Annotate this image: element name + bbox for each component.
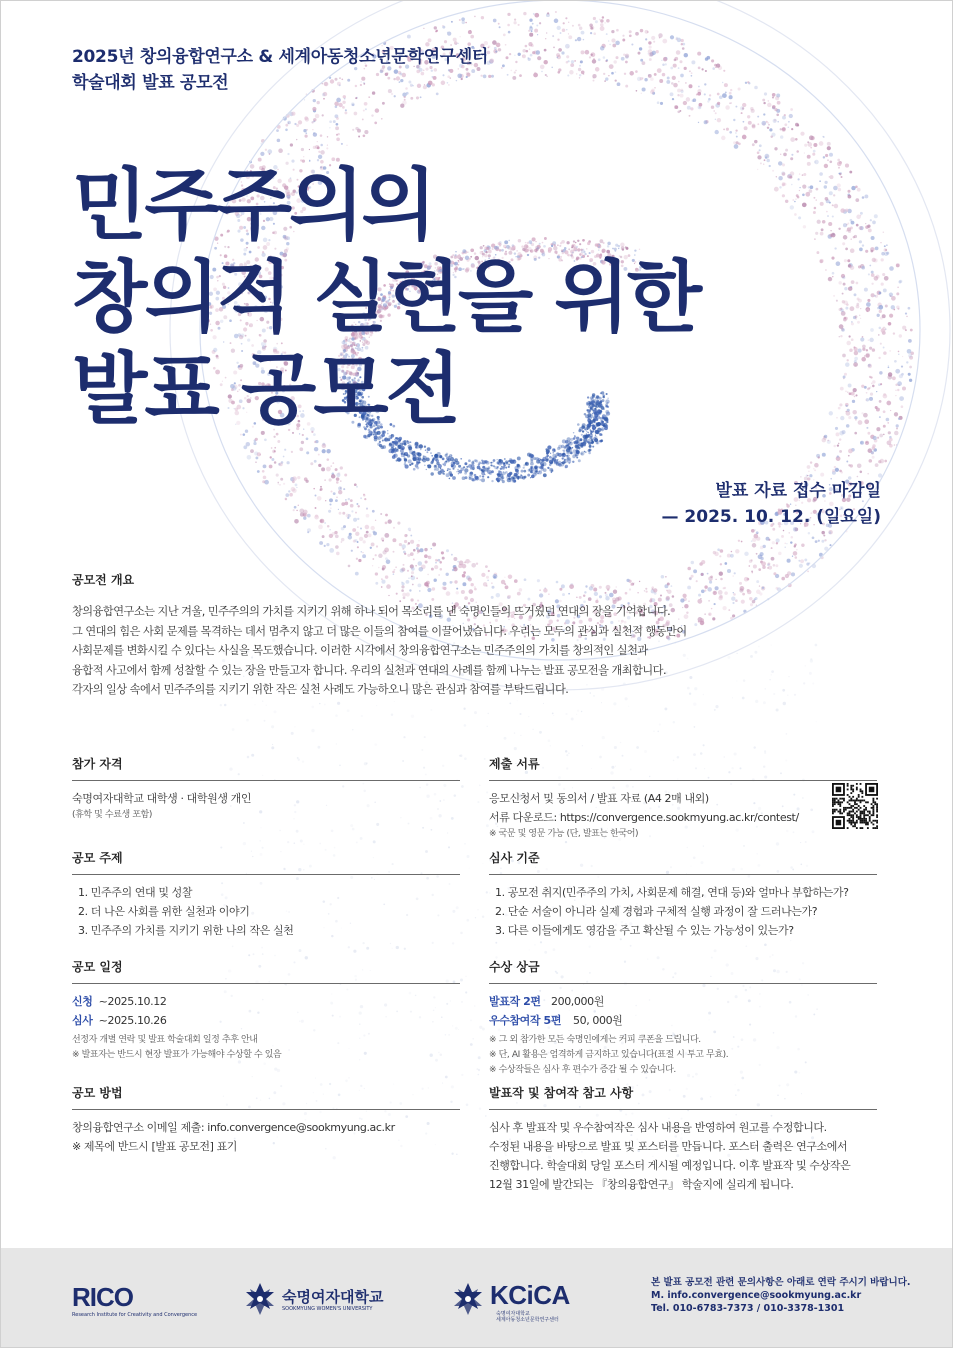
footer (0, 1248, 953, 1348)
deadline-label: 발표 자료 접수 마감일 (715, 481, 881, 501)
prize-amount: 200,000원 (551, 995, 604, 1008)
kcica-logo-name: KCiCA (490, 1280, 570, 1310)
overview-heading: 공모전 개요 (72, 573, 135, 587)
schedule-review-date: ~2025.10.26 (98, 1014, 167, 1027)
topics-section (72, 849, 460, 940)
criteria-heading: 심사 기준 (489, 849, 877, 875)
contact-info (651, 1276, 911, 1315)
eligibility-section (72, 755, 460, 823)
main-title (72, 160, 699, 436)
kcica-emblem-icon (452, 1282, 484, 1316)
prizes-section (489, 958, 877, 1078)
topics-heading: 공모 주제 (72, 849, 460, 875)
reference-section (489, 1084, 877, 1194)
rico-logo: RICO (72, 1282, 133, 1312)
schedule-note: 선정자 개별 연락 및 발표 학술대회 일정 추후 안내 (72, 1035, 258, 1045)
method-email: 창의융합연구소 이메일 제출: info.convergence@sookmyung.ac.kr (72, 1121, 395, 1134)
deadline-block (662, 478, 881, 530)
overview-line: 창의융합연구소는 지난 겨울, 민주주의의 가치를 지키기 위해 하나 되어 목소리를 낸 숙명인들의 뜨거웠던 연대의 장을 기억합니다. (72, 605, 671, 618)
prize-note: ※ 단, AI 활용은 엄격하게 금지하고 있습니다(표절 시 투고 무효). (489, 1050, 729, 1060)
rico-logo-subtitle: Research Institute for Creativity and Convergence (72, 1312, 198, 1318)
kcica-subtitle-line: 숙명여자대학교 (496, 1311, 530, 1317)
prize-note: ※ 수상작들은 심사 후 편수가 증감 될 수 있습니다. (489, 1065, 676, 1075)
topic-item: 1. 민주주의 연대 및 성찰 (78, 886, 193, 899)
prize-note: ※ 그 외 참가한 모든 숙명인에게는 커피 쿠폰을 드립니다. (489, 1035, 701, 1045)
criteria-item: 3. 다른 이들에게도 영감을 주고 확산될 수 있는 가능성이 있는가? (495, 924, 794, 937)
prizes-heading: 수상 상금 (489, 958, 877, 984)
sookmyung-logo-korean: 숙명여자대학교 (282, 1288, 384, 1306)
reference-line: 진행합니다. 학술대회 당일 포스터 게시될 예정입니다. 이후 발표작 및 수상작은 (489, 1159, 851, 1172)
qr-code[interactable] (832, 783, 878, 829)
reference-line: 12월 31일에 발간되는 『창의융합연구』 학술지에 실리게 됩니다. (489, 1178, 794, 1191)
contact-email[interactable]: M. info.convergence@sookmyung.ac.kr (651, 1290, 862, 1301)
documents-note: ※ 국문 및 영문 가능 (단, 발표는 한국어) (489, 829, 639, 839)
overview-line: 그 연대의 힘은 사회 문제를 목격하는 데서 멈추지 않고 더 많은 이들의 참여를 이끌어냈습니다. 우리는 모두의 관심과 실천적 행동만이 (72, 624, 687, 638)
deadline-date: — 2025. 10. 12. (일요일) (661, 507, 881, 527)
schedule-note: ※ 발표자는 반드시 현장 발표가 가능해야 수상할 수 있음 (72, 1050, 282, 1060)
main-title-line1: 민주주의의 (72, 161, 434, 251)
reference-line: 심사 후 발표작 및 우수참여작은 심사 내용을 반영하여 원고를 수정합니다. (489, 1121, 827, 1134)
schedule-apply-label: 신청 (72, 995, 93, 1008)
criteria-item: 2. 단순 서술이 아니라 실제 경험과 구체적 실행 과정이 잘 드러나는가? (495, 905, 818, 918)
sookmyung-logo-english: SOOKMYUNG WOMEN'S UNIVERSITY (282, 1306, 373, 1312)
prize-label: 우수참여작 5편 (489, 1014, 562, 1027)
overview-text (72, 602, 712, 700)
schedule-heading: 공모 일정 (72, 958, 460, 984)
contact-phone: Tel. 010-6783-7373 / 010-3378-1301 (651, 1303, 845, 1314)
reference-heading: 발표작 및 참여작 참고 사항 (489, 1084, 877, 1110)
schedule-review-label: 심사 (72, 1014, 93, 1027)
eligibility-text: 숙명여자대학교 대학생 · 대학원생 개인 (72, 792, 252, 805)
eligibility-heading: 참가 자격 (72, 755, 460, 781)
overview-line: 융합적 사고에서 함께 성찰할 수 있는 장을 만들고자 합니다. 우리의 실천과 연대의 사례를 함께 나누는 발표 공모전을 개최합니다. (72, 663, 667, 677)
event-header (72, 44, 488, 96)
schedule-apply-date: ~2025.10.12 (98, 995, 167, 1008)
topic-item: 3. 민주주의 가치를 지키기 위한 나의 작은 실천 (78, 924, 294, 937)
method-section (72, 1084, 460, 1156)
criteria-section (489, 849, 877, 940)
kcica-logo-subtitle (496, 1311, 559, 1323)
overview-line: 각자의 일상 속에서 민주주의를 지키기 위한 작은 실천 사례도 가능하오니 많은 관심과 참여를 부탁드립니다. (72, 683, 569, 697)
schedule-section (72, 958, 460, 1063)
reference-line: 수정된 내용을 바탕으로 발표 및 포스터를 만듭니다. 포스터 출력은 연구소에서 (489, 1140, 848, 1153)
main-title-line2: 창의적 실현을 위한 (72, 253, 700, 343)
method-heading: 공모 방법 (72, 1084, 460, 1110)
sookmyung-emblem-icon (244, 1282, 276, 1316)
event-header-line2: 학술대회 발표 공모전 (72, 73, 229, 93)
topic-item: 2. 더 나은 사회를 위한 실천과 이야기 (78, 905, 250, 918)
method-note: ※ 제목에 반드시 [발표 공모전] 표기 (72, 1140, 238, 1153)
kcica-subtitle-line: 세계아동청소년문학연구센터 (496, 1317, 559, 1323)
prize-amount: 50, 000원 (573, 1014, 623, 1027)
sookmyung-logo (244, 1282, 384, 1320)
documents-heading: 제출 서류 (489, 755, 877, 781)
prize-label: 발표작 2편 (489, 995, 541, 1008)
overview-line: 사회문제를 변화시킬 수 있다는 사실을 목도했습니다. 이러한 시각에서 창의융합연구소는 민주주의의 가치를 창의적인 실천과 (72, 644, 648, 658)
eligibility-note: (휴학 및 수료생 포함) (72, 810, 152, 820)
documents-download-link[interactable]: 서류 다운로드: https://convergence.sookmyung.ac.kr/contest/ (489, 811, 799, 824)
documents-section (489, 755, 877, 842)
main-title-line3: 발표 공모전 (72, 345, 458, 435)
contact-intro: 본 발표 공모전 관련 문의사항은 아래로 연락 주시기 바랍니다. (651, 1277, 911, 1288)
documents-line: 응모신청서 및 동의서 / 발표 자료 (A4 2매 내외) (489, 792, 709, 805)
event-header-line1: 2025년 창의융합연구소 & 세계아동청소년문학연구센터 (72, 47, 489, 67)
criteria-item: 1. 공모전 취지(민주주의 가치, 사회문제 해결, 연대 등)와 얼마나 부합하는가? (495, 886, 849, 899)
